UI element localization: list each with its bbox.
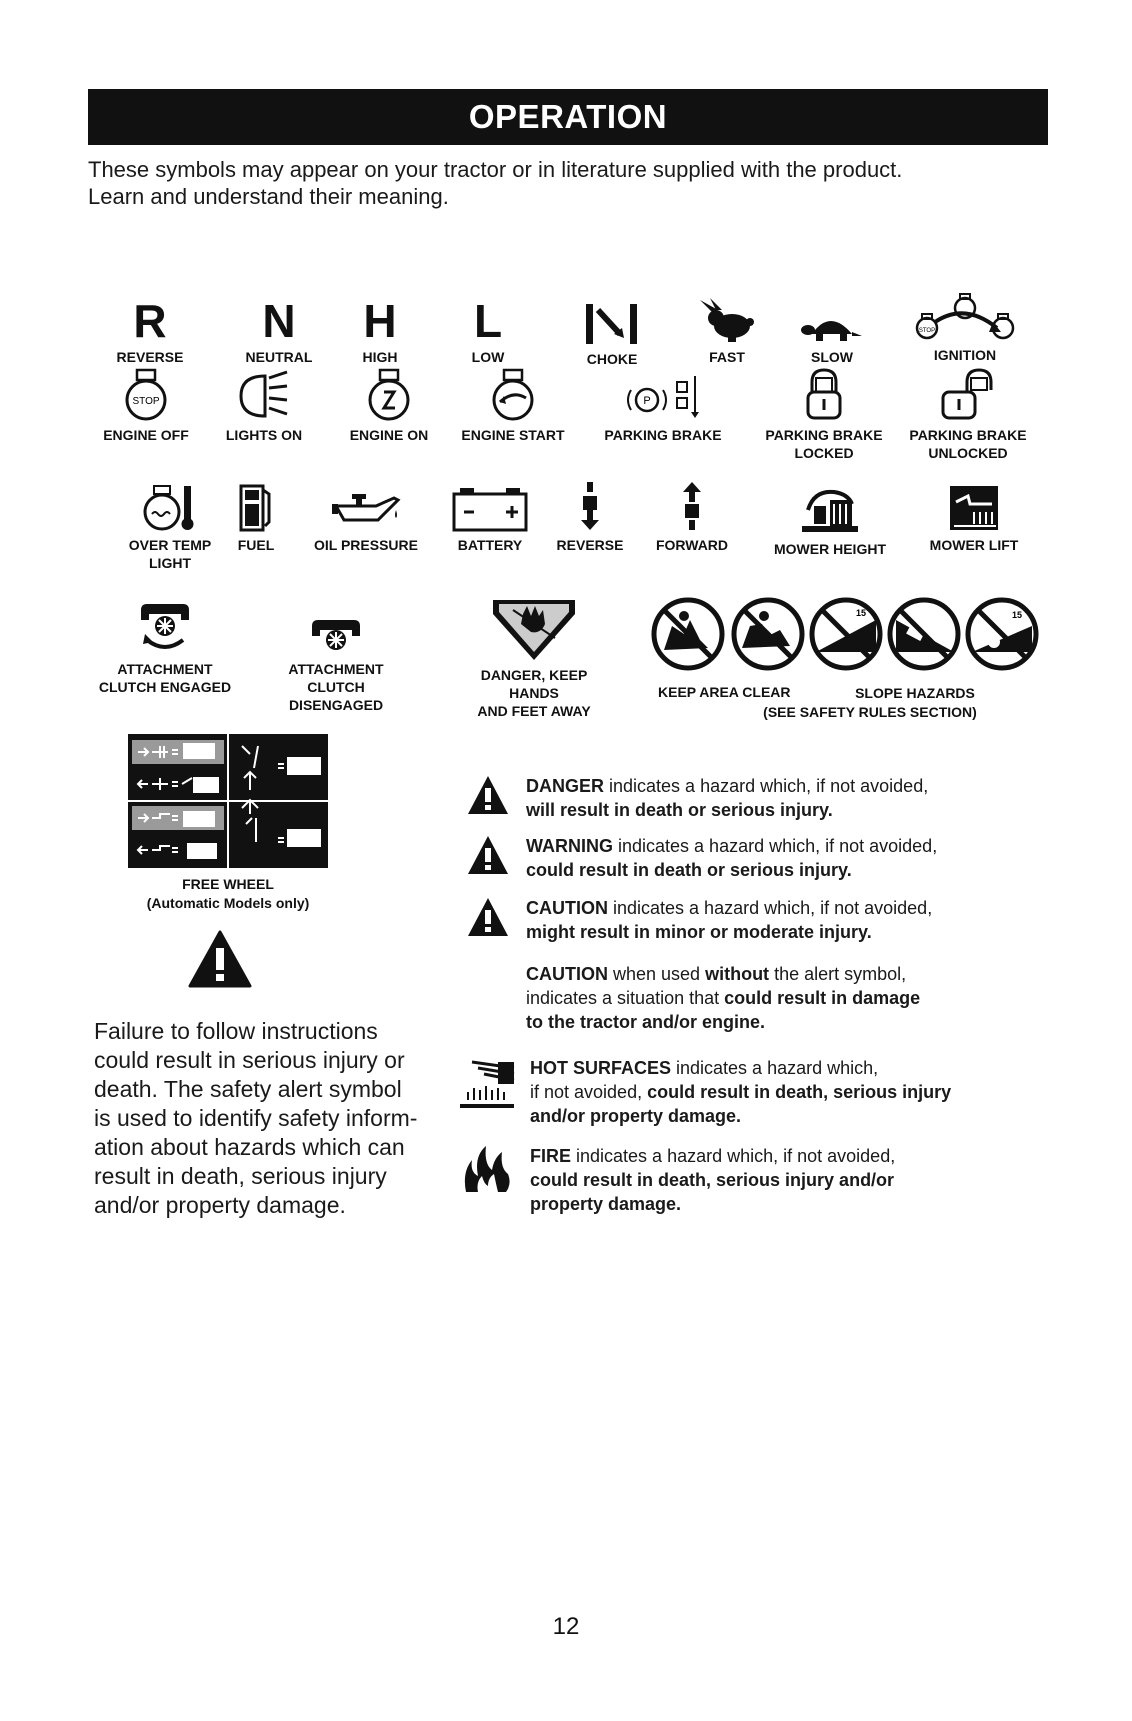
clutch-disengaged-icon bbox=[306, 616, 366, 656]
ignition-icon bbox=[913, 292, 1017, 342]
signal-consequence: might result in minor or moderate injury. bbox=[526, 922, 872, 942]
engine-start-icon bbox=[488, 368, 538, 422]
signal-consequence: could result in death, serious injury bbox=[647, 1082, 952, 1102]
symbol-label: ENGINE OFF bbox=[103, 427, 189, 443]
intro-text bbox=[88, 156, 1048, 210]
signal-consequence: could result in death, serious injury and/or bbox=[530, 1170, 895, 1190]
symbol-label: FORWARD bbox=[655, 537, 729, 553]
forward-arrow-icon bbox=[680, 480, 704, 532]
lock-closed-icon bbox=[804, 368, 844, 422]
free-wheel-panel bbox=[128, 734, 328, 868]
symbol-slow bbox=[757, 292, 907, 366]
intro-line: Learn and understand their meaning. bbox=[88, 184, 449, 209]
low-letter: L bbox=[473, 295, 503, 347]
symbol-label-line2: LOCKED bbox=[794, 445, 854, 461]
symbol-reverse bbox=[75, 292, 225, 366]
svg-text:15: 15 bbox=[856, 608, 867, 618]
signal-word-fire: FIRE bbox=[530, 1146, 572, 1166]
symbol-label: SLOPE HAZARDS bbox=[855, 685, 975, 701]
svg-text:STOP: STOP bbox=[132, 396, 160, 407]
symbol-label-line2: UNLOCKED bbox=[928, 445, 1008, 461]
signal-text: indicates a hazard which, if not avoided, bbox=[571, 1146, 896, 1166]
caution-definition bbox=[526, 896, 1036, 944]
turtle-icon bbox=[800, 304, 864, 344]
caution-no-symbol-definition bbox=[526, 962, 1036, 1034]
symbol-label: ATTACHMENT bbox=[288, 661, 384, 677]
high-letter: H bbox=[363, 295, 397, 347]
symbol-label-line2: AND FEET AWAY bbox=[477, 703, 591, 719]
symbol-label: OVER TEMP bbox=[128, 537, 212, 553]
symbol-label: SLOW bbox=[811, 349, 853, 365]
section-header bbox=[88, 89, 1048, 145]
reverse-letter: R bbox=[133, 295, 167, 347]
engine-off-icon bbox=[121, 368, 171, 422]
symbol-ignition bbox=[890, 290, 1040, 364]
keep-area-clear-icon bbox=[650, 596, 810, 672]
svg-text:STOP: STOP bbox=[918, 328, 936, 334]
caution-alert-icon bbox=[466, 896, 510, 938]
symbol-label: PARKING BRAKE bbox=[604, 427, 722, 443]
parking-brake-icon bbox=[623, 372, 703, 422]
signal-consequence: will result in death or serious injury. bbox=[526, 800, 833, 820]
symbol-label: LOW bbox=[471, 349, 505, 365]
symbol-label: FUEL bbox=[237, 537, 275, 553]
signal-consequence: could result in death or serious injury. bbox=[526, 860, 852, 880]
failure-line: ation about hazards which can bbox=[94, 1134, 405, 1160]
symbol-label-line2: CLUTCH DISENGAGED bbox=[288, 679, 384, 713]
symbol-label-line2: CLUTCH ENGAGED bbox=[98, 679, 232, 695]
mower-lift-icon bbox=[948, 482, 1000, 532]
symbol-label: HIGH bbox=[362, 349, 398, 365]
fire-definition bbox=[530, 1144, 1040, 1216]
symbol-label: FAST bbox=[709, 349, 745, 365]
symbol-label: NEUTRAL bbox=[245, 349, 313, 365]
failure-line: result in death, serious injury bbox=[94, 1163, 387, 1189]
failure-line: Failure to follow instructions bbox=[94, 1018, 378, 1044]
failure-line: death. The safety alert symbol bbox=[94, 1076, 402, 1102]
signal-word-warning: WARNING bbox=[526, 836, 613, 856]
fire-icon bbox=[460, 1142, 514, 1194]
reverse-arrow-icon bbox=[578, 480, 602, 532]
signal-consequence: property damage. bbox=[530, 1194, 682, 1214]
symbol-mower-lift bbox=[899, 480, 1049, 554]
symbol-keep-hands-away bbox=[459, 610, 609, 720]
slope-hazard-icon bbox=[808, 596, 1040, 672]
symbol-label: REVERSE bbox=[116, 349, 184, 365]
hot-surface-icon bbox=[454, 1054, 518, 1110]
free-wheel-caption bbox=[118, 875, 338, 913]
signal-word-hot-surfaces: HOT SURFACES bbox=[530, 1058, 672, 1078]
fuel-icon bbox=[239, 482, 273, 532]
page-number: 12 bbox=[552, 1613, 580, 1640]
free-wheel-diagram-icon bbox=[128, 734, 328, 868]
signal-emphasis: without bbox=[705, 964, 770, 984]
failure-warning-text bbox=[94, 1017, 434, 1220]
slope-hazards-label bbox=[710, 684, 1030, 722]
symbol-parking-brake-locked bbox=[749, 370, 899, 462]
alert-triangle-icon bbox=[188, 930, 252, 988]
neutral-letter: N bbox=[262, 295, 296, 347]
choke-icon bbox=[580, 300, 644, 346]
signal-consequence: and/or property damage. bbox=[530, 1106, 742, 1126]
symbol-forward bbox=[617, 480, 767, 554]
symbol-label: BATTERY bbox=[457, 537, 523, 553]
symbol-label: MOWER LIFT bbox=[929, 537, 1019, 553]
signal-word-danger: DANGER bbox=[526, 776, 605, 796]
signal-text: indicates a hazard which, if not avoided, bbox=[608, 898, 933, 918]
symbol-label: ENGINE ON bbox=[349, 427, 429, 443]
engine-on-icon bbox=[364, 368, 414, 422]
symbol-parking-brake-unlocked bbox=[893, 370, 1043, 462]
signal-text: the alert symbol, bbox=[769, 964, 907, 984]
danger-alert-icon bbox=[466, 774, 510, 816]
safety-alert-symbol bbox=[188, 930, 252, 988]
symbol-label: KEEP AREA CLEAR bbox=[658, 684, 791, 700]
symbol-parking-brake bbox=[588, 370, 738, 444]
lock-open-icon bbox=[941, 368, 995, 422]
danger-definition bbox=[526, 774, 1036, 822]
signal-text: indicates a hazard which, if not avoided, bbox=[613, 836, 938, 856]
mower-height-icon bbox=[800, 484, 860, 536]
warning-definition bbox=[526, 834, 1036, 882]
signal-text: indicates a hazard which, bbox=[671, 1058, 879, 1078]
symbol-label: MOWER HEIGHT bbox=[774, 541, 886, 557]
symbol-label: PARKING BRAKE bbox=[909, 427, 1027, 443]
symbol-label-line2: (SEE SAFETY RULES SECTION) bbox=[763, 704, 977, 720]
clutch-engaged-icon bbox=[135, 600, 195, 656]
svg-text:P: P bbox=[643, 395, 651, 407]
free-wheel-sublabel: (Automatic Models only) bbox=[146, 895, 310, 911]
rabbit-icon bbox=[698, 298, 756, 344]
symbol-slope-hazards bbox=[808, 596, 1040, 672]
symbol-keep-area-clear bbox=[650, 596, 810, 672]
svg-text:15: 15 bbox=[1012, 610, 1023, 620]
symbol-label: CHOKE bbox=[586, 351, 638, 367]
hot-surfaces-definition bbox=[530, 1056, 1040, 1128]
symbol-label: LIGHTS ON bbox=[225, 427, 303, 443]
failure-line: could result in serious injury or bbox=[94, 1047, 405, 1073]
signal-word-caution: CAUTION bbox=[526, 898, 608, 918]
symbol-clutch-disengaged bbox=[261, 604, 411, 714]
free-wheel-label: FREE WHEEL bbox=[182, 876, 274, 892]
failure-line: and/or property damage. bbox=[94, 1192, 346, 1218]
signal-text: indicates a hazard which, if not avoided, bbox=[604, 776, 929, 796]
symbol-label: DANGER, KEEP HANDS bbox=[480, 667, 588, 701]
symbol-label-line2: LIGHT bbox=[149, 555, 191, 571]
signal-consequence: to the tractor and/or engine. bbox=[526, 1012, 766, 1032]
keep-hands-away-icon bbox=[489, 598, 579, 662]
intro-line: These symbols may appear on your tractor or in literature supplied with the product. bbox=[88, 157, 903, 182]
warning-alert-icon bbox=[466, 834, 510, 876]
symbol-engine-start bbox=[438, 370, 588, 444]
signal-consequence: could result in damage bbox=[724, 988, 921, 1008]
oil-can-icon bbox=[330, 492, 402, 532]
symbol-label: REVERSE bbox=[556, 537, 624, 553]
section-title: OPERATION bbox=[468, 98, 668, 135]
signal-text: when used bbox=[608, 964, 706, 984]
failure-line: is used to identify safety inform- bbox=[94, 1105, 418, 1131]
symbol-label: ATTACHMENT bbox=[117, 661, 213, 677]
symbol-label: IGNITION bbox=[933, 347, 997, 363]
headlight-icon bbox=[237, 368, 291, 422]
symbol-label: OIL PRESSURE bbox=[314, 537, 418, 553]
symbol-clutch-engaged bbox=[90, 604, 240, 696]
symbol-mower-height bbox=[755, 484, 905, 558]
symbol-label: PARKING BRAKE bbox=[765, 427, 883, 443]
signal-text: indicates a situation that bbox=[526, 988, 725, 1008]
signal-text: if not avoided, bbox=[530, 1082, 648, 1102]
symbol-label: ENGINE START bbox=[461, 427, 565, 443]
signal-word-caution: CAUTION bbox=[526, 964, 608, 984]
